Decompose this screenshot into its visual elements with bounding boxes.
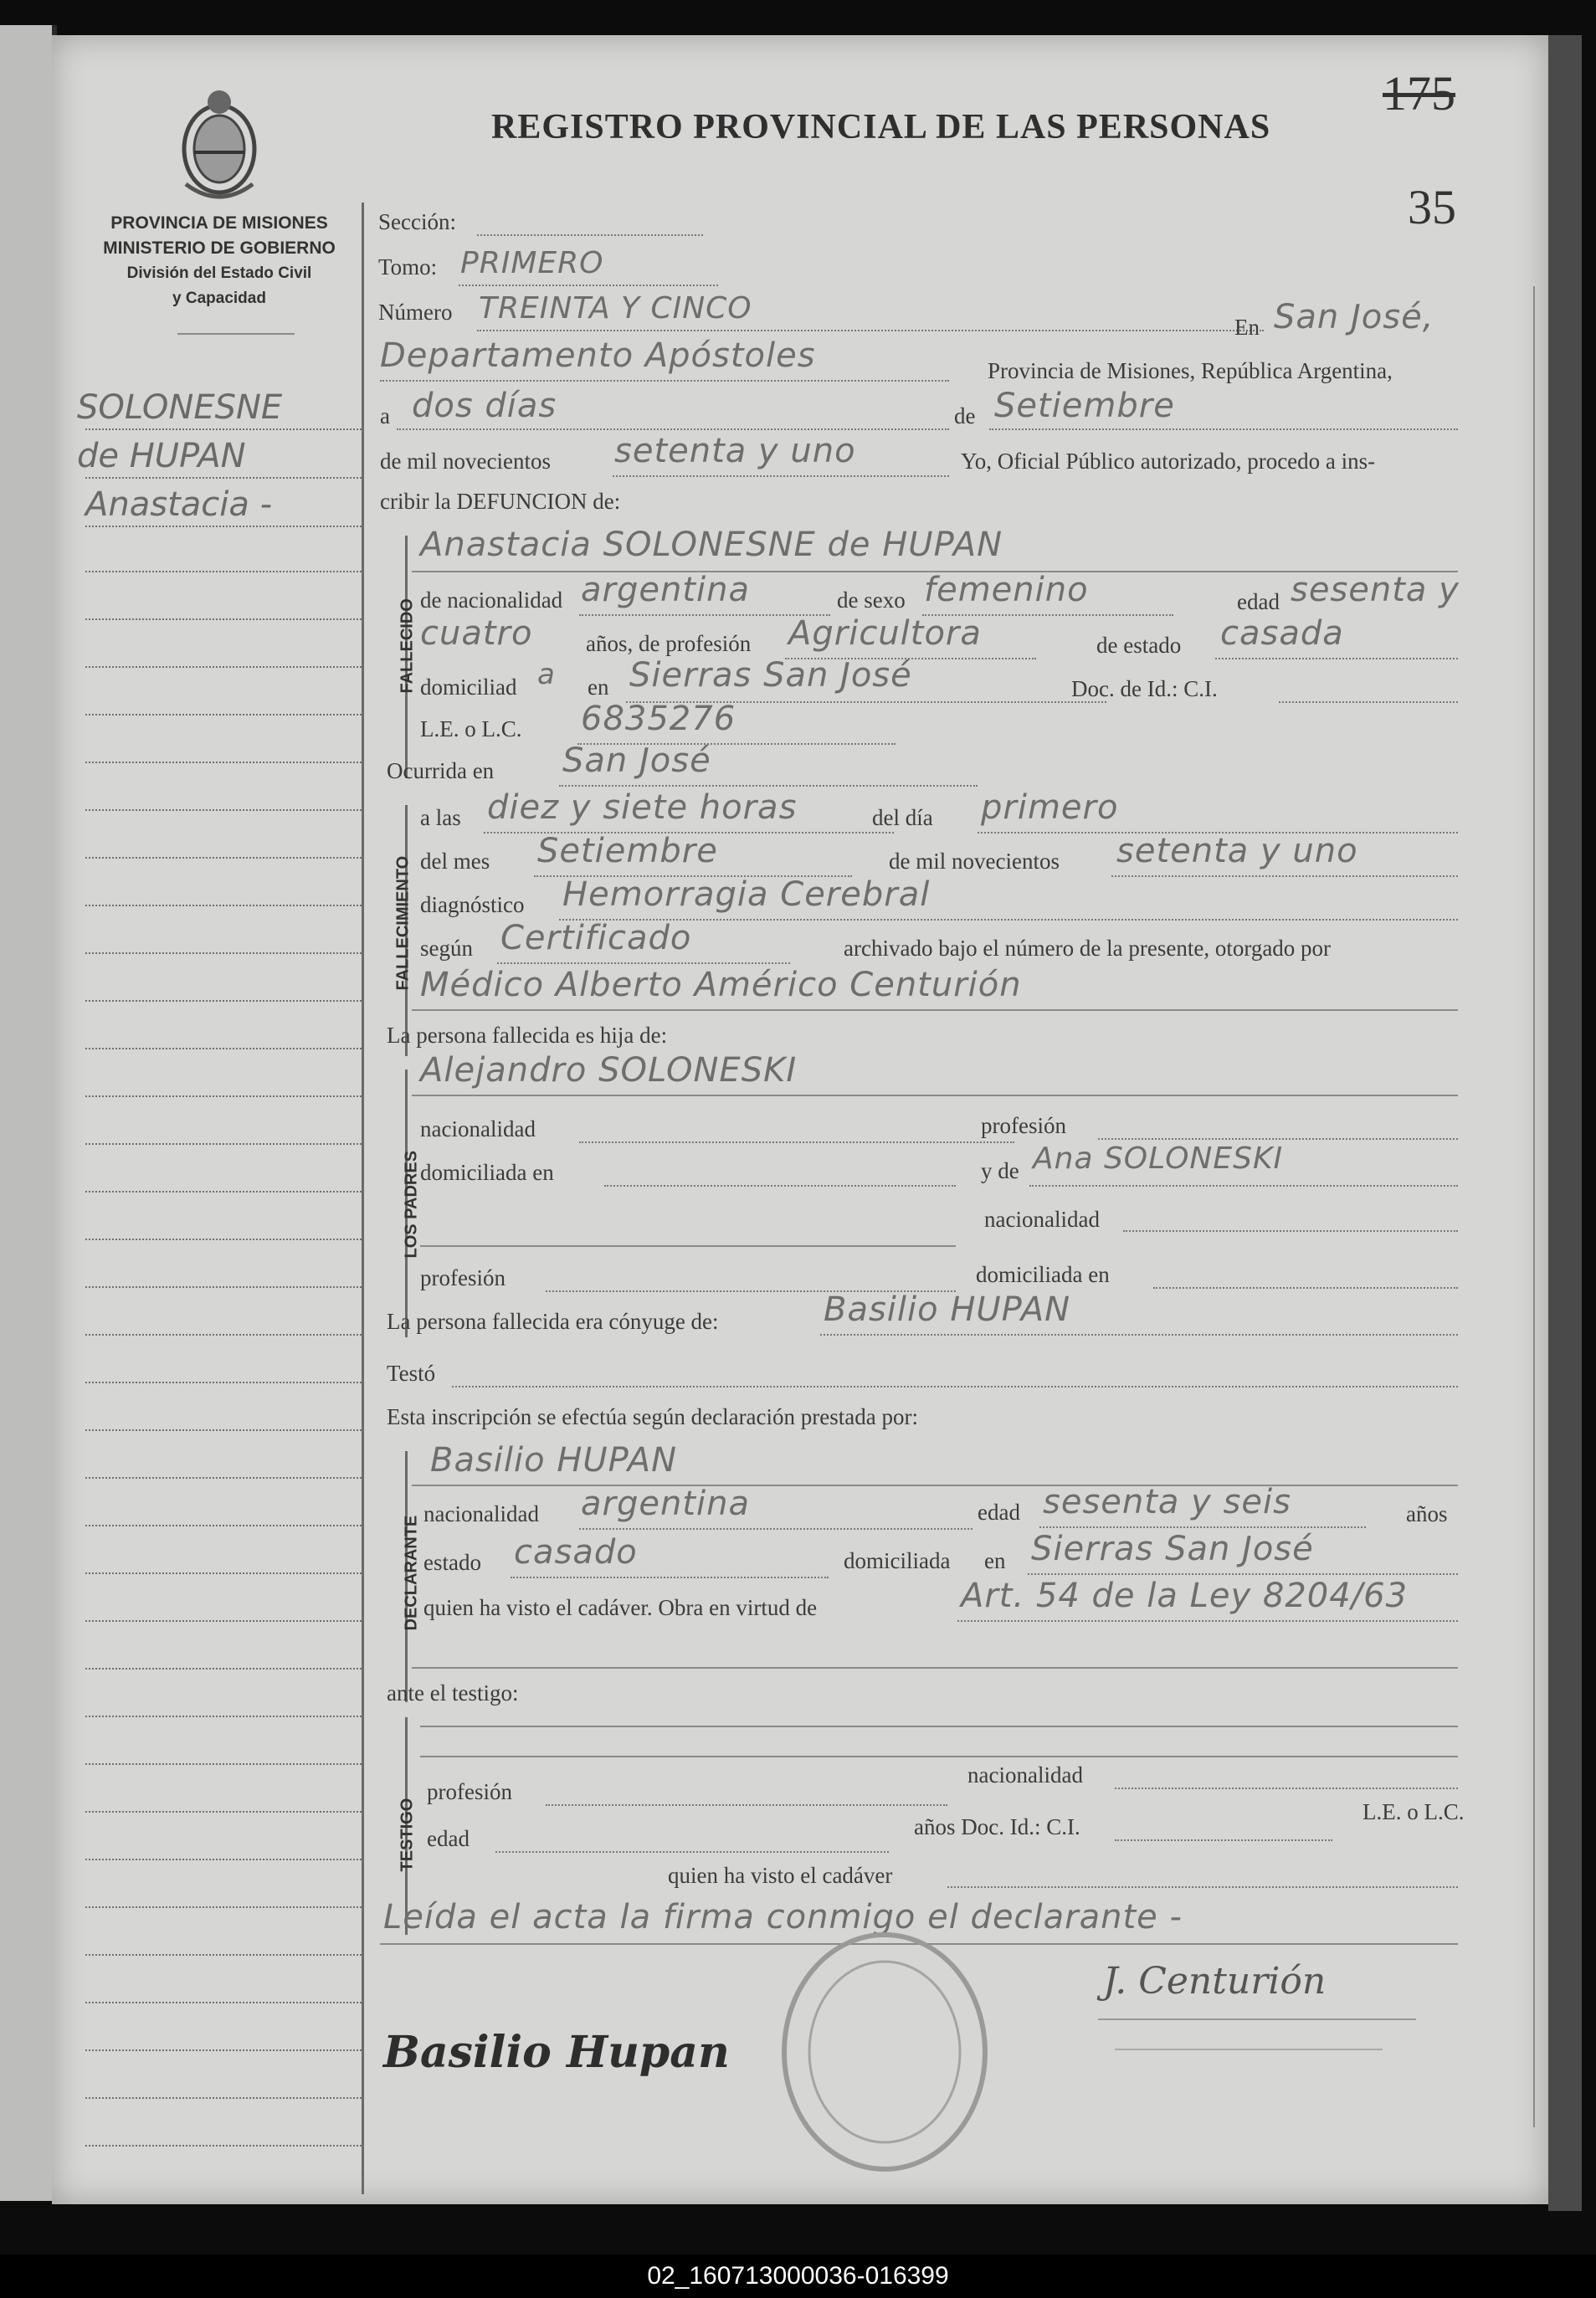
field-departamento [380,380,949,382]
label-cribir: cribir la DEFUNCION de: [380,489,621,514]
field-testigo-nombre [420,1726,1458,1727]
office-header [77,211,362,311]
value-decl-estado: casado [514,1533,638,1572]
margin-rule [85,905,362,906]
label-conyuge: La persona fallecida era cónyuge de: [387,1309,719,1334]
label-seccion: Sección: [378,209,456,234]
field-testigo-ci [1115,1839,1332,1841]
label-en-domicilio: en [588,675,609,700]
margin-rule [85,952,362,954]
field-decl-domicilio [1028,1573,1458,1575]
label-le-lc: L.E. o L.C. [420,716,522,741]
label-del-mes: del mes [420,849,490,874]
office-line: y Capacidad [172,290,266,307]
field-estado [1215,658,1458,659]
value-madre: Ana SOLONESKI [1033,1141,1284,1176]
margin-rule [85,666,362,668]
section-label-fallecimiento: FALLECIMIENTO [393,855,413,991]
value-dia-muerte: primero [981,788,1119,827]
label-decl-edad: edad [978,1500,1020,1525]
value-mes-muerte: Setiembre [537,832,718,870]
signature-oficial: J. Centurión [1103,1960,1327,2003]
value-profesion: Agricultora [788,614,982,653]
label-testigo-profesion: profesión [427,1779,512,1804]
label-a-las: a las [420,805,461,830]
label-decl-en: en [984,1548,1006,1573]
margin-rule [85,1811,362,1813]
margin-rule [85,2145,362,2147]
margin-rule [85,1668,362,1670]
margin-rule [85,1620,362,1622]
label-testigo-quien: quien ha visto el cadáver [668,1863,893,1888]
label-de-mil: de mil novecientos [889,849,1060,874]
field-decl-estado [511,1577,829,1578]
field-certificado [497,962,790,964]
margin-rule [85,1716,362,1717]
label-ante: ante el testigo: [387,1680,519,1706]
label-domiciliad: domiciliad [420,675,517,700]
value-diagnostico: Hemorragia Cerebral [562,875,931,914]
label-numero: Número [378,300,453,325]
label-testigo-edad: edad [427,1826,470,1851]
field-padre-nacionalidad [579,1141,1014,1143]
old-folio-number: 175 [1383,66,1455,121]
label-mil: de mil novecientos [380,449,551,474]
label-hija: La persona fallecida es hija de: [387,1023,668,1048]
page-title: REGISTRO PROVINCIAL DE LAS PERSONAS [491,108,1271,146]
margin-rule [85,857,362,859]
margin-divider [362,203,364,2194]
label-testigo-doc: años Doc. Id.: C.I. [914,1814,1080,1839]
label-ocurrida: Ocurrida en [387,758,495,783]
field-testigo-quien [947,1886,1458,1888]
field-padre-extra [420,1245,956,1247]
label-padre-nacionalidad: nacionalidad [420,1116,536,1141]
label-decl-nacionalidad: nacionalidad [423,1501,539,1526]
label-madre-nacionalidad: nacionalidad [984,1207,1100,1232]
margin-rule [85,2002,362,2003]
margin-note-line: Anastacia - [85,485,273,524]
value-decl-nacionalidad: argentina [581,1485,750,1523]
margin-rule [85,428,362,430]
folio-number: 35 [1408,180,1456,234]
closing-statement: Leída el acta la firma conmigo el declarante - [383,1898,1183,1936]
label-anos-profesion: años, de profesión [586,631,752,656]
field-testigo-nombre-2 [420,1756,1458,1757]
margin-rule [85,1906,362,1908]
field-seccion [477,234,703,236]
official-seal-stamp [772,1926,998,2177]
value-conyuge: Basilio HUPAN [824,1290,1071,1329]
value-decl-domicilio: Sierras San José [1031,1530,1314,1568]
margin-rule [85,1572,362,1574]
label-en: En [1234,315,1260,340]
label-testigo-nacionalidad: nacionalidad [967,1762,1083,1788]
value-anio: setenta y uno [614,432,856,470]
value-domicilio: Sierras San José [629,656,912,695]
coat-of-arms-icon [169,84,269,209]
stamp-line [1115,2049,1383,2050]
field-tomo [459,285,718,286]
register-page [52,35,1548,2204]
label-yo: Yo, Oficial Público autorizado, procedo a ins- [961,449,1376,474]
field-testigo-edad [495,1851,889,1853]
value-estado: casada [1220,614,1344,653]
margin-rule [85,1382,362,1383]
label-esta: Esta inscripción se efectúa según declaración prestada por: [387,1404,918,1429]
value-certificado: Certificado [500,919,692,957]
field-dia [397,428,949,430]
stamp-line [1098,2018,1416,2020]
value-le: 6835276 [581,700,736,738]
right-margin-line [1533,286,1535,2127]
label-del-dia: del día [872,805,933,830]
label-madre-domicilio: domiciliada en [976,1262,1110,1287]
field-ci [1279,701,1458,703]
label-provincia: Provincia de Misiones, República Argentina, [988,358,1393,383]
label-diagnostico: diagnóstico [420,892,525,917]
margin-rule [85,526,362,527]
office-line: MINISTERIO DE GOBIERNO [103,239,336,258]
label-quien-obra: quien ha visto el cadáver. Obra en virtud de [423,1595,818,1620]
value-dia: dos días [412,387,557,425]
label-de: de [954,403,976,428]
field-padre [412,1095,1458,1096]
label-sexo: de sexo [837,587,906,613]
value-anio-muerte: setenta y uno [1116,832,1358,870]
field-decl-ley [957,1620,1458,1622]
signature-declarante: Basilio Hupan [383,2027,730,2078]
book-binding [0,25,57,2201]
margin-rule [85,1095,362,1097]
field-medico [412,1009,1458,1011]
margin-rule [85,1191,362,1193]
label-y-de: y de [981,1158,1019,1183]
field-diagnostico [559,919,1458,921]
value-padre: Alejandro SOLONESKI [420,1051,798,1090]
field-madre-nacionalidad [1123,1230,1458,1232]
value-sexo: femenino [924,571,1089,609]
section-label-padres: LOS PADRES [402,1150,421,1259]
field-numero [477,330,1264,331]
field-madre [1029,1185,1458,1187]
label-decl-anos: años [1406,1501,1448,1526]
field-anio [613,475,949,477]
value-decl-ley: Art. 54 de la Ley 8204/63 [961,1577,1409,1615]
value-medico: Médico Alberto Américo Centurión [420,966,1022,1004]
value-declarante: Basilio HUPAN [430,1441,678,1480]
book-edge [1548,35,1582,2211]
section-label-fallecido: FALLECIDO [398,598,417,694]
margin-rule [85,1239,362,1240]
image-id-footer: 02_160713000036-016399 [0,2254,1596,2298]
margin-rule [85,1286,362,1288]
field-testo [452,1386,1458,1388]
label-padre-domicilio: domiciliada en [420,1160,554,1185]
value-numero: TREINTA Y CINCO [479,291,752,326]
field-padre-profesion [1098,1138,1458,1140]
margin-rule [85,2097,362,2099]
label-testigo-le: L.E. o L.C. [1363,1799,1465,1824]
field-mes [989,428,1458,430]
label-edad: edad [1237,589,1280,614]
value-hora: diez y siete horas [487,788,798,827]
field-anio-muerte [1111,875,1458,877]
label-a: a [380,403,390,428]
label-decl-estado: estado [423,1550,481,1575]
value-departamento: Departamento Apóstoles [380,336,816,375]
margin-rule [85,477,362,479]
label-decl-domiciliada: domiciliada [844,1548,951,1573]
field-decl-nacionalidad [579,1528,972,1530]
field-testigo-nacionalidad [1115,1788,1458,1789]
field-decl-edad [1039,1526,1366,1528]
value-tomo: PRIMERO [460,246,604,280]
margin-rule [85,618,362,620]
margin-rule [85,1763,362,1765]
label-testo: Testó [387,1361,436,1386]
field-conyuge [820,1334,1458,1336]
margin-rule [85,1429,362,1431]
office-line: PROVINCIA DE MISIONES [110,213,328,233]
section-label-testigo: TESTIGO [398,1798,417,1872]
value-edad-1: sesenta y [1291,571,1460,609]
margin-rule [85,762,362,763]
value-edad-2: cuatro [420,614,533,653]
label-segun: según [420,936,473,961]
margin-rule [85,1143,362,1145]
margin-rule [85,1000,362,1002]
office-underline [177,333,295,335]
value-nacionalidad: argentina [581,571,750,609]
field-decl-extra [412,1667,1458,1669]
office-line: División del Estado Civil [126,264,312,282]
margin-rule [85,1048,362,1049]
margin-note-line: SOLONESNE [77,388,283,427]
margin-rule [85,714,362,716]
margin-rule [85,1477,362,1479]
label-archivado: archivado bajo el número de la presente, otorgado por [844,936,1332,961]
section-label-declarante: DECLARANTE [402,1515,421,1631]
margin-rule [85,571,362,572]
label-doc: Doc. de Id.: C.I. [1071,676,1218,701]
label-nacionalidad-fallecido: de nacionalidad [420,587,563,613]
margin-rule [85,1859,362,1860]
value-nombre: Anastacia SOLONESNE de HUPAN [420,526,1003,564]
label-padre-profesion-2: profesión [420,1265,505,1290]
value-mes: Setiembre [994,387,1175,425]
label-tomo: Tomo: [378,254,438,280]
label-estado: de estado [1096,633,1182,658]
margin-rule [85,809,362,811]
field-madre-domicilio [1153,1287,1458,1289]
field-ocurrida [559,785,978,787]
margin-rule [85,2049,362,2051]
field-testigo-profesion [546,1804,947,1806]
value-ocurrida: San José [562,741,711,780]
value-domiciliad-suffix: a [537,658,556,691]
value-en: San José, [1274,298,1434,336]
label-padre-profesion: profesión [981,1113,1066,1138]
field-declarante [412,1485,1458,1486]
field-padre-domicilio [604,1185,956,1187]
margin-note-line: de HUPAN [77,437,246,475]
margin-rule [85,1954,362,1956]
value-decl-edad: sesenta y seis [1043,1483,1291,1521]
margin-rule [85,1525,362,1526]
margin-rule [85,1334,362,1336]
